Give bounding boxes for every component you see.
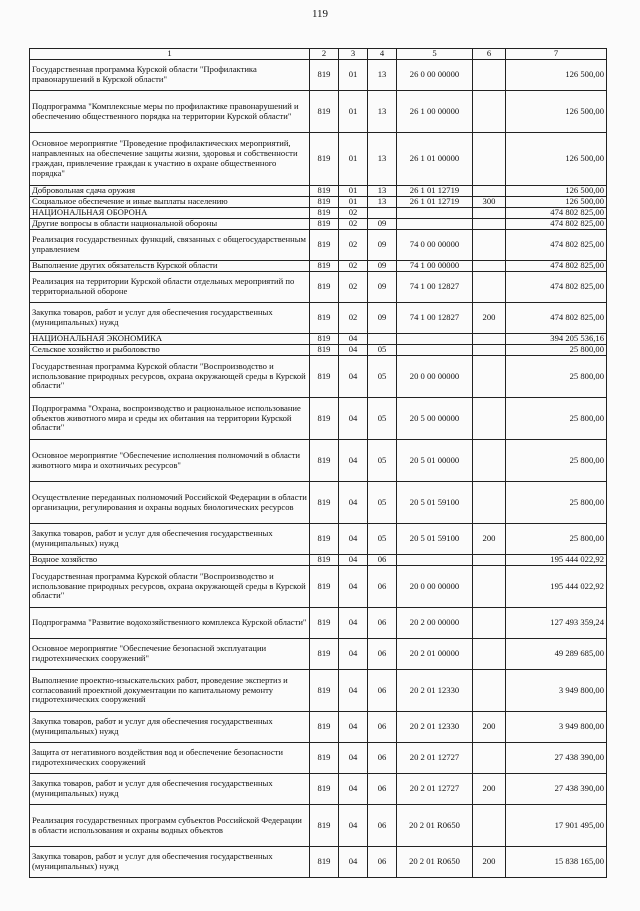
table-row (30, 186, 607, 197)
cell-expense-type-code: 200 (473, 524, 506, 555)
cell-expense-type-code (473, 398, 506, 440)
cell-target-article-code: 20 5 01 00000 (397, 440, 473, 482)
cell-description: Защита от негативного воздействия вод и обеспечение безопасности гидротехнических сооружений (30, 743, 310, 774)
cell-amount: 127 493 359,24 (506, 608, 607, 639)
table-row (30, 261, 607, 272)
cell-target-article-code (397, 208, 473, 219)
cell-ministry-code: 819 (310, 482, 339, 524)
table-row (30, 670, 607, 712)
cell-subsection-code: 09 (368, 219, 397, 230)
cell-amount: 17 901 495,00 (506, 805, 607, 847)
table-body (30, 60, 607, 878)
cell-expense-type-code (473, 743, 506, 774)
table-row (30, 743, 607, 774)
cell-description: Закупка товаров, работ и услуг для обеспечения государственных (муниципальных) нужд (30, 524, 310, 555)
cell-target-article-code: 20 5 00 00000 (397, 398, 473, 440)
cell-description: Другие вопросы в области национальной обороны (30, 219, 310, 230)
cell-expense-type-code (473, 670, 506, 712)
cell-section-code: 04 (339, 670, 368, 712)
cell-section-code: 01 (339, 91, 368, 133)
cell-description: НАЦИОНАЛЬНАЯ ЭКОНОМИКА (30, 334, 310, 345)
cell-amount: 49 289 685,00 (506, 639, 607, 670)
cell-amount: 195 444 022,92 (506, 566, 607, 608)
cell-target-article-code: 20 2 01 12727 (397, 774, 473, 805)
table-row (30, 303, 607, 334)
cell-target-article-code: 20 5 01 59100 (397, 482, 473, 524)
cell-amount: 126 500,00 (506, 186, 607, 197)
cell-description: Закупка товаров, работ и услуг для обеспечения государственных (муниципальных) нужд (30, 712, 310, 743)
table-row (30, 566, 607, 608)
cell-amount: 474 802 825,00 (506, 208, 607, 219)
cell-subsection-code: 06 (368, 608, 397, 639)
cell-description: Закупка товаров, работ и услуг для обеспечения государственных (муниципальных) нужд (30, 774, 310, 805)
cell-expense-type-code (473, 555, 506, 566)
table-row (30, 805, 607, 847)
cell-target-article-code: 74 1 00 12827 (397, 303, 473, 334)
cell-ministry-code: 819 (310, 356, 339, 398)
cell-section-code: 04 (339, 712, 368, 743)
column-header-5: 5 (397, 49, 473, 60)
cell-subsection-code: 05 (368, 356, 397, 398)
table-row (30, 197, 607, 208)
cell-section-code: 04 (339, 566, 368, 608)
cell-description: Добровольная сдача оружия (30, 186, 310, 197)
cell-ministry-code: 819 (310, 566, 339, 608)
cell-target-article-code: 20 2 01 12727 (397, 743, 473, 774)
cell-ministry-code: 819 (310, 712, 339, 743)
cell-section-code: 01 (339, 197, 368, 208)
cell-expense-type-code (473, 566, 506, 608)
cell-subsection-code: 13 (368, 91, 397, 133)
cell-expense-type-code: 200 (473, 712, 506, 743)
cell-ministry-code: 819 (310, 805, 339, 847)
cell-ministry-code: 819 (310, 219, 339, 230)
cell-amount: 27 438 390,00 (506, 743, 607, 774)
cell-section-code: 02 (339, 208, 368, 219)
cell-subsection-code: 06 (368, 555, 397, 566)
table-row (30, 482, 607, 524)
cell-ministry-code: 819 (310, 272, 339, 303)
cell-ministry-code: 819 (310, 743, 339, 774)
cell-ministry-code: 819 (310, 230, 339, 261)
cell-description: Подпрограмма "Охрана, воспроизводство и рациональное использование объектов животного мира и среды их обитания на территории Курской области" (30, 398, 310, 440)
cell-description: Сельское хозяйство и рыболовство (30, 345, 310, 356)
cell-subsection-code: 13 (368, 186, 397, 197)
table-row (30, 555, 607, 566)
cell-amount: 27 438 390,00 (506, 774, 607, 805)
cell-target-article-code (397, 345, 473, 356)
cell-section-code: 04 (339, 774, 368, 805)
cell-section-code: 01 (339, 186, 368, 197)
cell-expense-type-code (473, 261, 506, 272)
cell-amount: 126 500,00 (506, 60, 607, 91)
table-row (30, 398, 607, 440)
cell-expense-type-code (473, 91, 506, 133)
cell-ministry-code: 819 (310, 608, 339, 639)
cell-target-article-code: 74 1 00 12827 (397, 272, 473, 303)
cell-expense-type-code: 200 (473, 303, 506, 334)
cell-target-article-code (397, 334, 473, 345)
cell-description: Реализация государственных функций, связанных с общегосударственным управлением (30, 230, 310, 261)
cell-section-code: 04 (339, 345, 368, 356)
cell-section-code: 01 (339, 60, 368, 91)
table-row (30, 91, 607, 133)
cell-section-code: 04 (339, 639, 368, 670)
column-header-3: 3 (339, 49, 368, 60)
cell-section-code: 04 (339, 356, 368, 398)
cell-subsection-code: 06 (368, 712, 397, 743)
cell-amount: 25 800,00 (506, 345, 607, 356)
cell-ministry-code: 819 (310, 208, 339, 219)
cell-section-code: 04 (339, 608, 368, 639)
cell-section-code: 04 (339, 555, 368, 566)
cell-ministry-code: 819 (310, 60, 339, 91)
cell-amount: 126 500,00 (506, 133, 607, 186)
cell-subsection-code: 06 (368, 639, 397, 670)
cell-section-code: 02 (339, 272, 368, 303)
cell-ministry-code: 819 (310, 261, 339, 272)
cell-amount: 195 444 022,92 (506, 555, 607, 566)
cell-subsection-code: 05 (368, 440, 397, 482)
cell-target-article-code: 20 5 01 59100 (397, 524, 473, 555)
table-row (30, 133, 607, 186)
cell-amount: 25 800,00 (506, 482, 607, 524)
cell-section-code: 04 (339, 440, 368, 482)
cell-description: Реализация государственных программ субъектов Российской Федерации в области использования и охраны водных объектов (30, 805, 310, 847)
cell-subsection-code: 09 (368, 261, 397, 272)
cell-ministry-code: 819 (310, 334, 339, 345)
cell-subsection-code: 09 (368, 272, 397, 303)
cell-description: Выполнение других обязательств Курской области (30, 261, 310, 272)
table-row (30, 440, 607, 482)
table-row (30, 60, 607, 91)
cell-target-article-code: 26 1 00 00000 (397, 91, 473, 133)
cell-ministry-code: 819 (310, 91, 339, 133)
cell-expense-type-code (473, 133, 506, 186)
cell-amount: 25 800,00 (506, 356, 607, 398)
cell-amount: 25 800,00 (506, 398, 607, 440)
cell-ministry-code: 819 (310, 555, 339, 566)
cell-ministry-code: 819 (310, 774, 339, 805)
cell-expense-type-code (473, 639, 506, 670)
cell-subsection-code: 06 (368, 566, 397, 608)
table-row (30, 774, 607, 805)
cell-description: Основное мероприятие "Обеспечение безопасной эксплуатации гидротехнических сооружений" (30, 639, 310, 670)
cell-amount: 25 800,00 (506, 524, 607, 555)
cell-ministry-code: 819 (310, 847, 339, 878)
cell-target-article-code: 20 2 01 R0650 (397, 805, 473, 847)
cell-subsection-code: 13 (368, 197, 397, 208)
cell-section-code: 02 (339, 303, 368, 334)
cell-target-article-code: 74 1 00 00000 (397, 261, 473, 272)
cell-description: Основное мероприятие "Проведение профилактических мероприятий, направленных на обеспечение защиты жизни, здоровья и собственности граждан, привлечение граждан к участию в охране общественного порядка" (30, 133, 310, 186)
table-row (30, 639, 607, 670)
cell-ministry-code: 819 (310, 639, 339, 670)
cell-target-article-code: 20 2 01 00000 (397, 639, 473, 670)
cell-description: Реализация на территории Курской области отдельных мероприятий по территориальной обороне (30, 272, 310, 303)
cell-amount: 474 802 825,00 (506, 303, 607, 334)
budget-table (29, 48, 607, 878)
cell-expense-type-code (473, 608, 506, 639)
table-row (30, 524, 607, 555)
cell-section-code: 04 (339, 847, 368, 878)
cell-description: Подпрограмма "Развитие водохозяйственного комплекса Курской области" (30, 608, 310, 639)
column-header-6: 6 (473, 49, 506, 60)
cell-ministry-code: 819 (310, 133, 339, 186)
cell-ministry-code: 819 (310, 524, 339, 555)
cell-description: Подпрограмма "Комплексные меры по профилактике правонарушений и обеспечению общественного порядка на территории Курской области" (30, 91, 310, 133)
cell-section-code: 04 (339, 524, 368, 555)
cell-target-article-code: 20 2 01 R0650 (397, 847, 473, 878)
cell-subsection-code (368, 334, 397, 345)
cell-ministry-code: 819 (310, 186, 339, 197)
table-row (30, 847, 607, 878)
cell-expense-type-code (473, 60, 506, 91)
cell-target-article-code: 20 2 01 12330 (397, 712, 473, 743)
table-row (30, 712, 607, 743)
cell-target-article-code: 26 1 01 00000 (397, 133, 473, 186)
table-row (30, 345, 607, 356)
column-header-7: 7 (506, 49, 607, 60)
cell-subsection-code: 06 (368, 847, 397, 878)
cell-amount: 394 205 536,16 (506, 334, 607, 345)
cell-description: Государственная программа Курской области "Воспроизводство и использование природных ресурсов, охрана окружающей среды в Курской области" (30, 566, 310, 608)
cell-description: НАЦИОНАЛЬНАЯ ОБОРОНА (30, 208, 310, 219)
table-row (30, 208, 607, 219)
cell-expense-type-code (473, 272, 506, 303)
cell-description: Социальное обеспечение и иные выплаты населению (30, 197, 310, 208)
table-row (30, 334, 607, 345)
table-row (30, 356, 607, 398)
cell-target-article-code: 26 1 01 12719 (397, 186, 473, 197)
cell-ministry-code: 819 (310, 197, 339, 208)
cell-expense-type-code: 200 (473, 847, 506, 878)
cell-description: Закупка товаров, работ и услуг для обеспечения государственных (муниципальных) нужд (30, 303, 310, 334)
cell-subsection-code: 06 (368, 774, 397, 805)
cell-section-code: 02 (339, 261, 368, 272)
cell-description: Закупка товаров, работ и услуг для обеспечения государственных (муниципальных) нужд (30, 847, 310, 878)
column-header-2: 2 (310, 49, 339, 60)
cell-ministry-code: 819 (310, 303, 339, 334)
cell-subsection-code: 05 (368, 398, 397, 440)
cell-expense-type-code (473, 334, 506, 345)
cell-subsection-code: 06 (368, 670, 397, 712)
cell-subsection-code: 05 (368, 524, 397, 555)
cell-ministry-code: 819 (310, 398, 339, 440)
cell-section-code: 04 (339, 398, 368, 440)
cell-subsection-code: 13 (368, 133, 397, 186)
cell-section-code: 02 (339, 219, 368, 230)
cell-amount: 3 949 800,00 (506, 712, 607, 743)
cell-expense-type-code (473, 345, 506, 356)
cell-description: Выполнение проектно-изыскательских работ, проведение экспертиз и согласований проектной документации по капитальному ремонту гидротехнических сооружений (30, 670, 310, 712)
cell-expense-type-code (473, 356, 506, 398)
cell-amount: 474 802 825,00 (506, 219, 607, 230)
cell-amount: 474 802 825,00 (506, 272, 607, 303)
cell-expense-type-code: 200 (473, 774, 506, 805)
cell-amount: 15 838 165,00 (506, 847, 607, 878)
cell-expense-type-code (473, 208, 506, 219)
cell-subsection-code: 09 (368, 230, 397, 261)
cell-section-code: 02 (339, 230, 368, 261)
cell-section-code: 04 (339, 805, 368, 847)
cell-description: Государственная программа Курской области "Воспроизводство и использование природных ресурсов, охрана окружающей среды в Курской области" (30, 356, 310, 398)
cell-subsection-code: 05 (368, 482, 397, 524)
cell-expense-type-code (473, 482, 506, 524)
cell-expense-type-code (473, 230, 506, 261)
cell-amount: 126 500,00 (506, 197, 607, 208)
header-row (30, 49, 607, 60)
cell-amount: 474 802 825,00 (506, 230, 607, 261)
cell-amount: 126 500,00 (506, 91, 607, 133)
cell-target-article-code: 20 0 00 00000 (397, 566, 473, 608)
cell-target-article-code: 20 2 01 12330 (397, 670, 473, 712)
table-row (30, 608, 607, 639)
table-row (30, 272, 607, 303)
page-number: 119 (311, 8, 329, 20)
cell-description: Государственная программа Курской области "Профилактика правонарушений в Курской области" (30, 60, 310, 91)
cell-target-article-code: 26 0 00 00000 (397, 60, 473, 91)
cell-expense-type-code (473, 805, 506, 847)
cell-subsection-code: 13 (368, 60, 397, 91)
cell-target-article-code: 74 0 00 00000 (397, 230, 473, 261)
cell-expense-type-code (473, 186, 506, 197)
cell-description: Основное мероприятие "Обеспечение исполнения полномочий в области животного мира и охотничьих ресурсов" (30, 440, 310, 482)
cell-target-article-code: 20 2 00 00000 (397, 608, 473, 639)
cell-amount: 3 949 800,00 (506, 670, 607, 712)
cell-section-code: 04 (339, 482, 368, 524)
cell-subsection-code: 05 (368, 345, 397, 356)
cell-expense-type-code (473, 219, 506, 230)
cell-target-article-code: 20 0 00 00000 (397, 356, 473, 398)
cell-ministry-code: 819 (310, 670, 339, 712)
cell-description: Осуществление переданных полномочий Российской Федерации в области организации, регулирования и охраны водных биологических ресурсов (30, 482, 310, 524)
cell-subsection-code: 06 (368, 805, 397, 847)
cell-target-article-code (397, 555, 473, 566)
column-header-4: 4 (368, 49, 397, 60)
table-row (30, 219, 607, 230)
cell-expense-type-code: 300 (473, 197, 506, 208)
cell-target-article-code (397, 219, 473, 230)
cell-expense-type-code (473, 440, 506, 482)
cell-ministry-code: 819 (310, 440, 339, 482)
cell-section-code: 04 (339, 743, 368, 774)
cell-section-code: 01 (339, 133, 368, 186)
cell-amount: 25 800,00 (506, 440, 607, 482)
cell-ministry-code: 819 (310, 345, 339, 356)
cell-description: Водное хозяйство (30, 555, 310, 566)
cell-amount: 474 802 825,00 (506, 261, 607, 272)
column-header-1: 1 (30, 49, 310, 60)
table-row (30, 230, 607, 261)
cell-section-code: 04 (339, 334, 368, 345)
cell-subsection-code: 06 (368, 743, 397, 774)
cell-subsection-code: 09 (368, 303, 397, 334)
cell-target-article-code: 26 1 01 12719 (397, 197, 473, 208)
cell-subsection-code (368, 208, 397, 219)
